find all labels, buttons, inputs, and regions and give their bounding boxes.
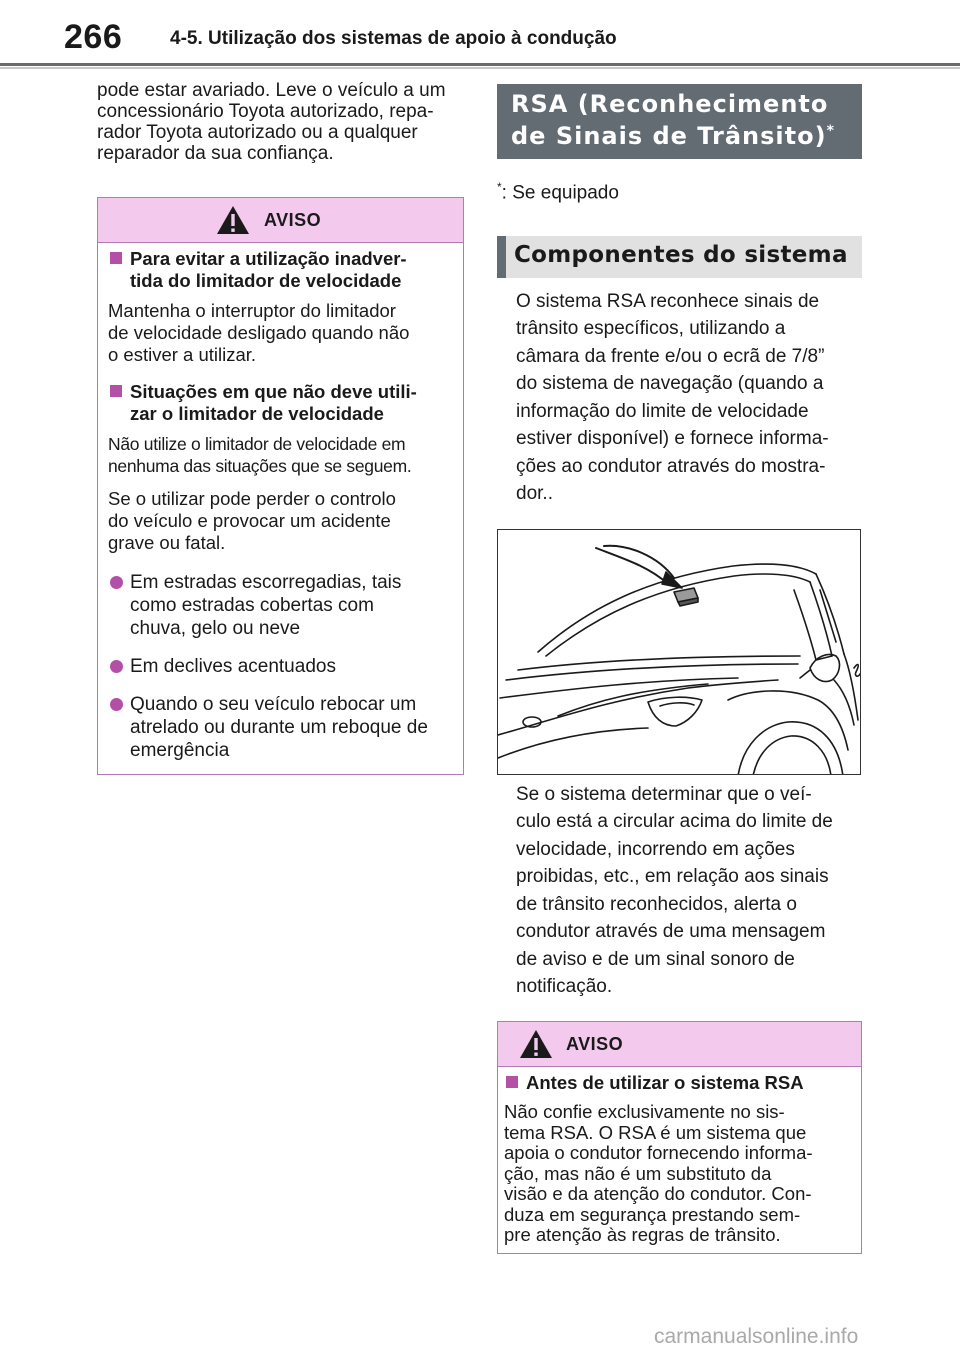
text-line: do sistema de navegação (quando a bbox=[516, 373, 824, 394]
page-header bbox=[0, 0, 960, 82]
subsection-title: Componentes do sistema bbox=[514, 242, 848, 268]
warning-header bbox=[498, 1022, 861, 1067]
text-line: ção, mas não é um substituto da bbox=[504, 1162, 772, 1184]
circle-bullet-icon bbox=[110, 660, 123, 673]
text-line: emergência bbox=[130, 740, 230, 761]
warning-bullet-item bbox=[108, 655, 453, 678]
text-line: O sistema RSA reconhece sinais de bbox=[516, 291, 820, 312]
square-bullet-icon bbox=[110, 252, 122, 264]
footnote bbox=[497, 177, 619, 203]
text-line: informação do limite de velocidade bbox=[516, 401, 809, 422]
text-line: de trânsito reconhecidos, alerta o bbox=[516, 894, 797, 915]
text-line: Para evitar a utilização inadver- bbox=[130, 248, 407, 269]
text-line: Não utilize o limitador de velocidade em bbox=[108, 434, 406, 454]
text-line: tema RSA. O RSA é um sistema que bbox=[504, 1121, 807, 1143]
warning-text bbox=[504, 1102, 854, 1246]
car-windshield-camera-drawing bbox=[498, 530, 861, 775]
section-title-line: RSA (Reconhecimento bbox=[511, 90, 829, 118]
text-line: estiver disponível) e fornece informa- bbox=[516, 428, 829, 449]
section-title-text: de Sinais de Trânsito) bbox=[511, 122, 827, 150]
section-title-band bbox=[497, 84, 862, 159]
warning-text bbox=[108, 433, 453, 477]
text-line: como estradas cobertas com bbox=[130, 595, 374, 616]
chapter-title: 4-5. Utilização dos sistemas de apoio à condução bbox=[170, 28, 617, 49]
text-line: trânsito específicos, utilizando a bbox=[516, 318, 786, 339]
text-line: Em declives acentuados bbox=[130, 656, 336, 677]
text-line: duza em segurança prestando sem- bbox=[504, 1203, 801, 1225]
warning-box-rsa bbox=[497, 1021, 862, 1254]
warning-triangle-icon bbox=[215, 204, 251, 236]
text-line: Se o utilizar pode perder o controlo bbox=[108, 488, 396, 509]
text-line: o estiver a utilizar. bbox=[108, 344, 257, 365]
text-line: de aviso e de um sinal sonoro de bbox=[516, 949, 795, 970]
section-title-line bbox=[511, 122, 835, 150]
text-line: condutor através de uma mensagem bbox=[516, 921, 826, 942]
text-line: visão e da atenção do condutor. Con- bbox=[504, 1183, 812, 1204]
text-line: Se o sistema determinar que o veí- bbox=[516, 784, 812, 805]
circle-bullet-icon bbox=[110, 576, 123, 589]
text-line: culo está a circular acima do limite de bbox=[516, 811, 833, 832]
warning-bullet-item bbox=[108, 571, 453, 640]
text-line: tida do limitador de velocidade bbox=[130, 270, 402, 291]
circle-bullet-icon bbox=[110, 698, 123, 711]
warning-title: AVISO bbox=[566, 1034, 624, 1054]
text-line: câmara da frente e/ou o ecrã de 7/8” bbox=[516, 346, 825, 367]
warning-title: AVISO bbox=[264, 210, 322, 230]
car-camera-illustration bbox=[497, 529, 861, 775]
text-line: Quando o seu veículo rebocar um bbox=[130, 694, 417, 715]
text-line: dor.. bbox=[516, 483, 553, 504]
warning-triangle-icon bbox=[518, 1028, 554, 1060]
text-line: pre atenção às regras de trânsito. bbox=[504, 1224, 781, 1245]
subsection-title-band bbox=[497, 236, 862, 278]
text-line: Antes de utilizar o sistema RSA bbox=[526, 1072, 804, 1093]
text-line: Situações em que não deve utili- bbox=[130, 381, 417, 402]
footnote-asterisk: * bbox=[826, 123, 835, 139]
warning-text bbox=[108, 488, 453, 554]
text-line: notificação. bbox=[516, 976, 613, 997]
warning-text bbox=[108, 300, 453, 366]
text-line: ções ao condutor através do mostra- bbox=[516, 456, 826, 477]
square-bullet-icon bbox=[506, 1076, 518, 1088]
text-line: rador Toyota autorizado ou a qualquer bbox=[97, 122, 418, 143]
text-line: Mantenha o interruptor do limitador bbox=[108, 300, 396, 321]
text-line: de velocidade desligado quando não bbox=[108, 322, 410, 343]
text-line: grave ou fatal. bbox=[108, 532, 226, 553]
text-line: concessionário Toyota autorizado, repa- bbox=[97, 101, 434, 122]
warning-box-speed-limiter bbox=[97, 197, 464, 775]
text-line: velocidade, incorrendo em ações bbox=[516, 839, 795, 860]
footnote-mark: * bbox=[497, 180, 502, 194]
footnote-text: : Se equipado bbox=[501, 182, 619, 204]
text-line: apoia o condutor fornecendo informa- bbox=[504, 1142, 813, 1163]
warning-header bbox=[98, 198, 463, 243]
square-bullet-icon bbox=[110, 385, 122, 397]
watermark-link[interactable]: carmanualsonline.info bbox=[654, 1325, 859, 1348]
warning-bullet-item bbox=[108, 693, 453, 762]
text-line: pode estar avariado. Leve o veículo a um bbox=[97, 80, 446, 101]
text-line: atrelado ou durante um reboque de bbox=[130, 717, 428, 738]
text-line: reparador da sua confiança. bbox=[97, 143, 334, 164]
text-line: nenhuma das situações que se seguem. bbox=[108, 456, 412, 476]
warning-section-title bbox=[108, 381, 453, 425]
text-line: Em estradas escorregadias, tais bbox=[130, 572, 402, 593]
header-rule bbox=[0, 63, 960, 66]
page-number: 266 bbox=[64, 18, 123, 56]
warning-section-title bbox=[108, 248, 453, 292]
text-line: do veículo e provocar um acidente bbox=[108, 510, 391, 531]
text-line: chuva, gelo ou neve bbox=[130, 618, 301, 639]
header-rule-light bbox=[0, 67, 960, 69]
intro-paragraph bbox=[97, 80, 477, 164]
warning-section-title bbox=[504, 1072, 854, 1094]
text-line: zar o limitador de velocidade bbox=[130, 403, 384, 424]
text-line: Não confie exclusivamente no sis- bbox=[504, 1101, 785, 1122]
text-line: proibidas, etc., em relação aos sinais bbox=[516, 866, 829, 887]
